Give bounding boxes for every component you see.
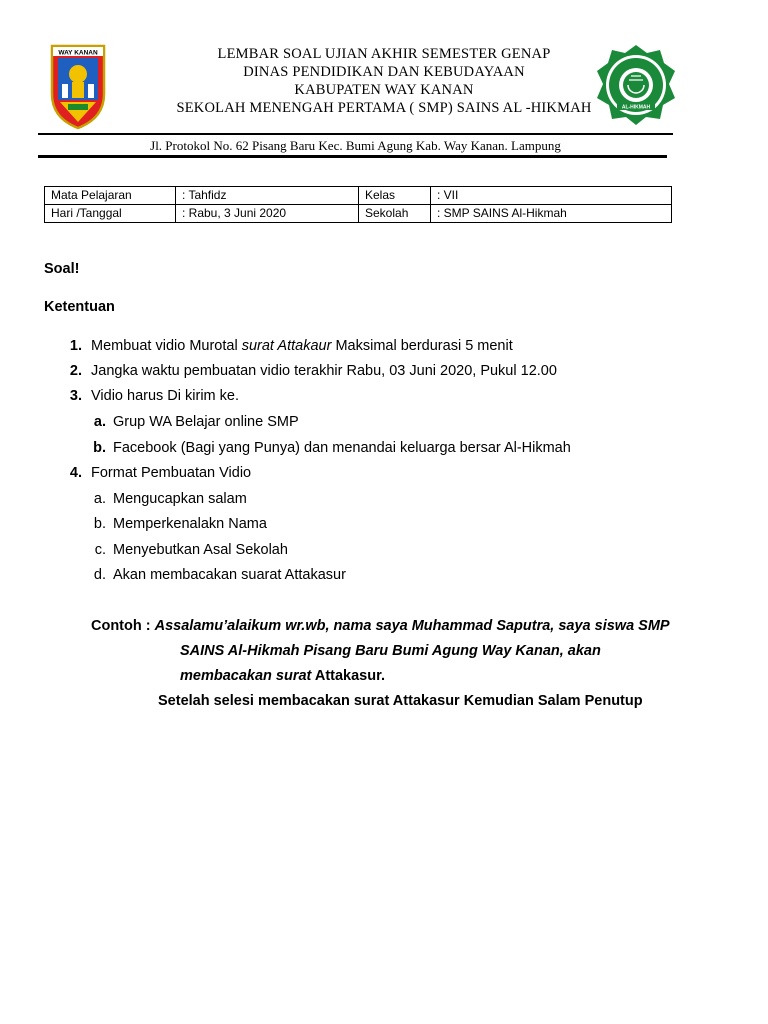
table-cell: Mata Pelajaran xyxy=(45,187,176,205)
school-address: Jl. Protokol No. 62 Pisang Baru Kec. Bumi Agung Kab. Way Kanan. Lampung xyxy=(150,138,561,153)
way-kanan-logo xyxy=(50,44,106,130)
contoh-text: Assalamu’alaikum wr.wb, nama saya Muhammad Saputra, saya siswa SMP xyxy=(154,618,670,634)
list-text: Vidio harus Di kirim ke. xyxy=(91,388,240,404)
contoh-line-2: SAINS Al-Hikmah Pisang Baru Bumi Agung Way Kanan, akan xyxy=(180,643,601,659)
list-letter: c. xyxy=(94,542,106,558)
contoh-closing: Setelah selesi membacakan surat Attakasur Kemudian Salam Penutup xyxy=(158,693,643,709)
header-rule-top xyxy=(38,133,673,135)
table-cell: Hari /Tanggal xyxy=(45,205,176,223)
list-text: Membuat vidio Murotal surat Attakaur Maksimal berdurasi 5 menit xyxy=(91,338,513,354)
list-number: 3. xyxy=(69,388,82,404)
list-letter: a. xyxy=(93,414,106,430)
table-cell: : Tahfidz xyxy=(176,187,359,205)
header-line-3: KABUPATEN WAY KANAN xyxy=(294,82,474,98)
list-letter: a. xyxy=(93,491,106,507)
list-number: 1. xyxy=(69,338,82,354)
table-cell: : SMP SAINS Al-Hikmah xyxy=(431,205,672,223)
table-cell: : Rabu, 3 Juni 2020 xyxy=(176,205,359,223)
list-text: Memperkenalakn Nama xyxy=(113,516,267,532)
al-hikmah-seal-caption: AL-HIKMAH xyxy=(621,104,651,111)
header-line-1: LEMBAR SOAL UJIAN AKHIR SEMESTER GENAP xyxy=(217,46,551,62)
contoh-line-1 xyxy=(91,618,670,634)
table-cell: Kelas xyxy=(359,187,431,205)
list-text: Format Pembuatan Vidio xyxy=(91,465,252,481)
info-table xyxy=(44,186,672,223)
list-number: 4. xyxy=(69,465,82,481)
list-text: Facebook (Bagi yang Punya) dan menandai keluarga bersar Al-Hikmah xyxy=(113,440,571,456)
contoh-line-3: membacakan surat Attakasur. xyxy=(180,668,385,684)
ketentuan-heading: Ketentuan xyxy=(44,299,115,315)
table-row xyxy=(45,187,672,205)
list-text: Menyebutkan Asal Sekolah xyxy=(113,542,288,558)
soal-heading: Soal! xyxy=(44,261,80,277)
contoh-label: Contoh : xyxy=(91,618,155,634)
list-letter: b. xyxy=(93,440,106,456)
table-cell: Sekolah xyxy=(359,205,431,223)
list-text: Jangka waktu pembuatan vidio terakhir Rabu, 03 Juni 2020, Pukul 12.00 xyxy=(91,363,557,379)
list-text: Mengucapkan salam xyxy=(113,491,247,507)
list-letter: d. xyxy=(93,567,106,583)
list-number: 2. xyxy=(69,363,82,379)
header-rule-bottom xyxy=(38,155,667,158)
table-cell: : VII xyxy=(431,187,672,205)
list-letter: b. xyxy=(93,516,106,532)
list-text: Akan membacakan suarat Attakasur xyxy=(113,567,346,583)
list-text: Grup WA Belajar online SMP xyxy=(113,414,299,430)
header-line-4: SEKOLAH MENENGAH PERTAMA ( SMP) SAINS AL -HIKMAH xyxy=(176,100,592,116)
table-row xyxy=(45,205,672,223)
header-line-2: DINAS PENDIDIKAN DAN KEBUDAYAAN xyxy=(243,64,525,80)
way-kanan-logo-caption: WAY KANAN xyxy=(58,49,98,57)
